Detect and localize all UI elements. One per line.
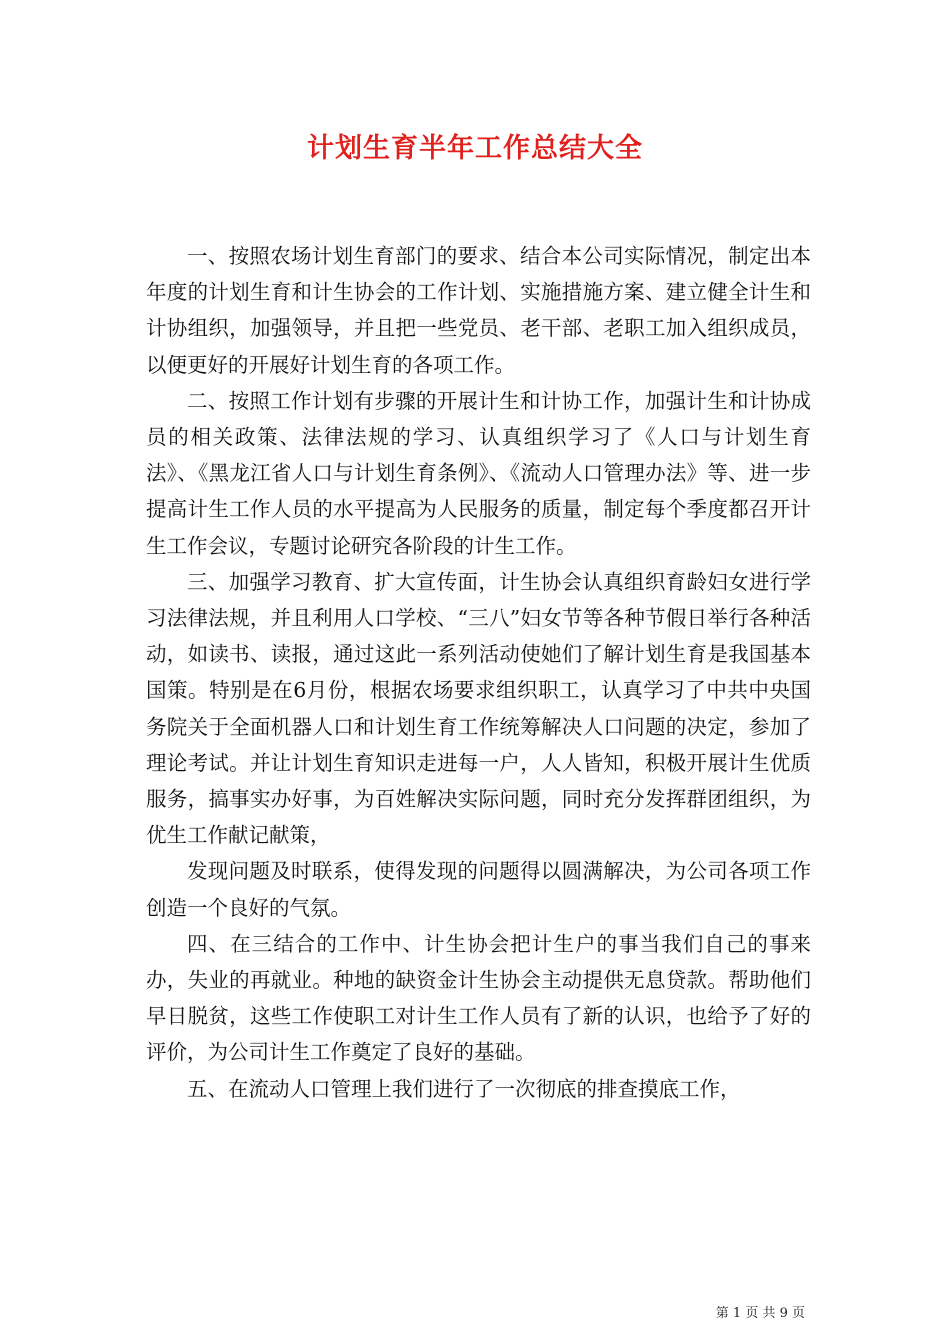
paragraph-2: 二、按照工作计划有步骤的开展计生和计协工作，加强计生和计协成员的相关政策、法律法规的学习、认真组织学习了《人口与计划生育法》、《黑龙江省人口与计划生育条例》、《流动人口管理办法》等、进一步提高计生工作人员的水平提高为人民服务的质量，制定每个季度都召开计生工作会议，专题讨论研究各阶段的计生工作。 — [146, 388, 811, 558]
paragraph-6: 五、在流动人口管理上我们进行了一次彻底的排查摸底工作， — [187, 1076, 741, 1101]
document-body — [146, 238, 811, 1107]
page-number: 第 1 页 共 9 页 — [715, 1306, 805, 1321]
paragraph-4: 发现问题及时联系，使得发现的问题得以圆满解决，为公司各项工作创造一个良好的气氛。 — [146, 859, 811, 920]
paragraph-1: 一、按照农场计划生育部门的要求、结合本公司实际情况，制定出本年度的计划生育和计生协会的工作计划、实施措施方案、建立健全计生和计协组织，加强领导，并且把一些党员、老干部、老职工加入组织成员，以便更好的开展好计划生育的各项工作。 — [146, 244, 811, 377]
document-title: 计划生育半年工作总结大全 — [307, 133, 643, 164]
paragraph-3: 三、加强学习教育、扩大宣传面，计生协会认真组织育龄妇女进行学习法律法规，并且利用人口学校、“三八”妇女节等各种节假日举行各种活动，如读书、读报，通过这此一系列活动使她们了解计划生育是我国基本国策。特别是在6月份，根据农场要求组织职工，认真学习了中共中央国务院关于全面机器人口和计划生育工作统筹解决人口问题的决定，参加了理论考试。并让计划生育知识走进每一户，人人皆知，积极开展计生优质服务，搞事实办好事，为百姓解决实际问题，同时充分发挥群团组织，为优生工作献记献策， — [146, 569, 811, 848]
paragraph-5: 四、在三结合的工作中、计生协会把计生户的事当我们自己的事来办，失业的再就业。种地的缺资金计生协会主动提供无息贷款。帮助他们早日脱贫，这些工作使职工对计生工作人员有了新的认识，也给予了好的评价，为公司计生工作奠定了良好的基础。 — [146, 931, 811, 1065]
